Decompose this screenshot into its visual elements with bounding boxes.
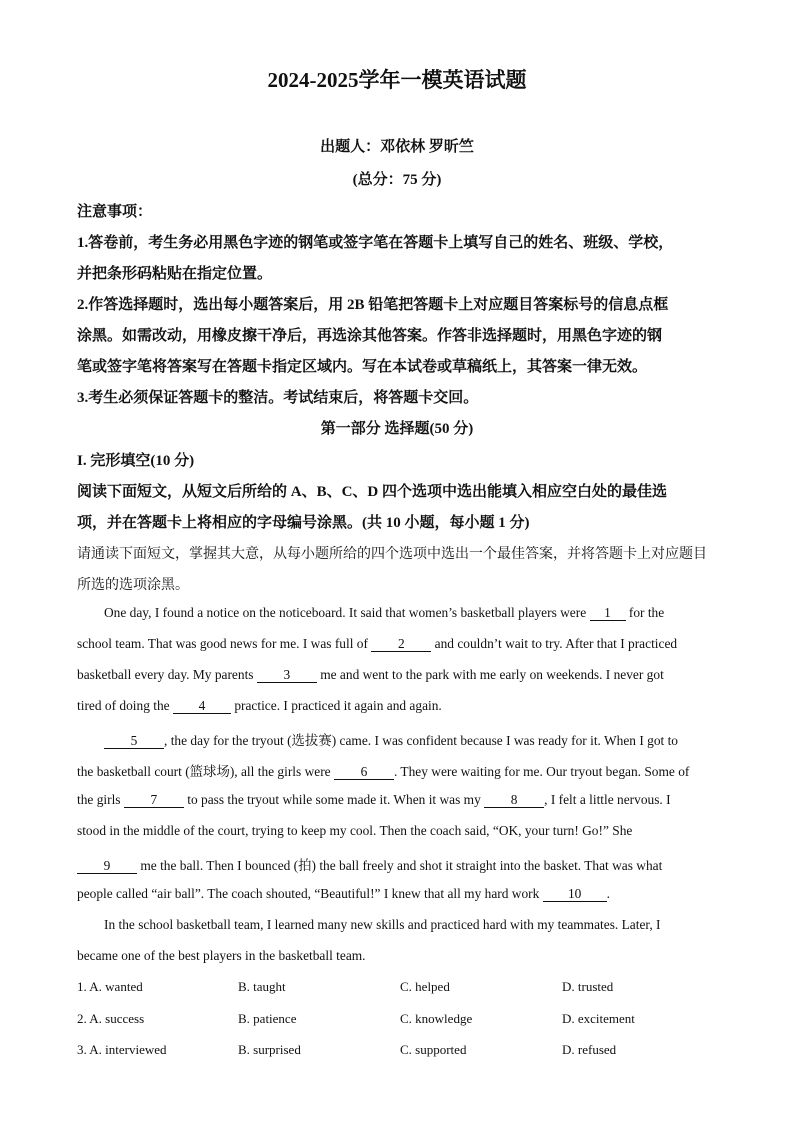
- passage-text: , I felt a little nervous. I: [544, 792, 671, 807]
- option-c: C. helped: [400, 979, 450, 994]
- option-d: D. excitement: [562, 1011, 635, 1026]
- passage-line: [104, 730, 678, 749]
- notice-line: 涂黑。如需改动，用橡皮擦干净后，再选涂其他答案。作答非选择题时，用黑色字迹的钢: [77, 328, 663, 344]
- passage-line: became one of the best players in the basketball team.: [77, 948, 366, 963]
- passage-line: [104, 605, 664, 621]
- passage-line: [77, 636, 677, 652]
- blank-6: 6: [334, 765, 394, 780]
- notice-line: 3.考生必须保证答题卡的整洁。考试结束后，将答题卡交回。: [77, 390, 479, 406]
- passage-text: practice. I practiced it again and again.: [234, 698, 442, 713]
- notice-line: 1.答卷前，考生务必用黑色字迹的钢笔或签字笔在答题卡上填写自己的姓名、班级、学校，: [77, 235, 674, 251]
- option-a: 1. A. wanted: [77, 979, 143, 994]
- sub-instruction: 所选的选项涂黑。: [77, 578, 189, 593]
- section-instruction: 阅读下面短文，从短文后所给的 A、B、C、D 四个选项中选出能填入相应空白处的最佳选: [77, 484, 668, 500]
- passage-line: [77, 855, 662, 874]
- notice-line: 并把条形码粘贴在指定位置。: [77, 266, 273, 282]
- passage-line: [77, 698, 442, 714]
- option-d: D. refused: [562, 1042, 617, 1057]
- option-a: 3. A. interviewed: [77, 1042, 167, 1057]
- passage-text: , the day for the tryout (选拔赛) came. I was confident because I was ready for it. When I got to: [164, 733, 679, 748]
- passage-line: stood in the middle of the court, trying to keep my cool. Then the coach said, “OK, your turn! Go!” She: [77, 823, 633, 838]
- total-score: (总分：75 分): [352, 172, 442, 188]
- part-title: 第一部分 选择题(50 分): [320, 421, 474, 437]
- page-title: 2024-2025学年一模英语试题: [267, 68, 527, 92]
- blank-4: 4: [173, 699, 231, 714]
- option-d: D. trusted: [562, 979, 614, 994]
- option-b: B. taught: [238, 979, 286, 994]
- passage-text: people called “air ball”. The coach shouted, “Beautiful!” I knew that all my hard work: [77, 886, 540, 901]
- blank-2: 2: [371, 637, 431, 652]
- passage-line: [77, 761, 689, 780]
- passage-line: [77, 886, 610, 902]
- passage-text: school team. That was good news for me. I was full of: [77, 636, 368, 651]
- notice-heading: 注意事项：: [77, 204, 153, 220]
- passage-text: for the: [628, 605, 665, 620]
- passage-text: me the ball. Then I bounced (拍) the ball freely and shot it straight into the basket. That was what: [140, 858, 663, 873]
- option-c: C. knowledge: [400, 1011, 473, 1026]
- passage-text: the girls: [77, 792, 121, 807]
- passage-text: me and went to the park with me early on weekends. I never got: [320, 667, 664, 682]
- passage-line: [77, 667, 664, 683]
- blank-7: 7: [124, 793, 184, 808]
- passage-text: tired of doing the: [77, 698, 170, 713]
- blank-10: 10: [543, 887, 607, 902]
- passage-text: . They were waiting for me. Our tryout began. Some of: [393, 764, 690, 779]
- section-heading: I. 完形填空(10 分): [77, 453, 195, 469]
- blank-5: 5: [104, 734, 164, 749]
- passage-text: and couldn’t wait to try. After that I practiced: [434, 636, 678, 651]
- option-a: 2. A. success: [77, 1011, 145, 1026]
- passage-text: basketball every day. My parents: [77, 667, 254, 682]
- notice-line: 2.作答选择题时，选出每小题答案后，用 2B 铅笔把答题卡上对应题目答案标号的信息点框: [77, 297, 669, 313]
- section-instruction: 项，并在答题卡上将相应的字母编号涂黑。(共 10 小题，每小题 1 分): [77, 515, 530, 531]
- option-b: B. surprised: [238, 1042, 301, 1057]
- option-b: B. patience: [238, 1011, 297, 1026]
- passage-text: One day, I found a notice on the noticeboard. It said that women’s basketball players were: [104, 605, 587, 620]
- blank-1: 1: [590, 606, 626, 621]
- notice-line: 笔或签字笔将答案写在答题卡指定区域内。写在本试卷或草稿纸上，其答案一律无效。: [77, 359, 648, 375]
- sub-instruction: 请通读下面短文，掌握其大意，从每小题所给的四个选项中选出一个最佳答案，并将答题卡上对应题目: [77, 547, 707, 562]
- blank-3: 3: [257, 668, 317, 683]
- passage-text: .: [606, 886, 611, 901]
- blank-9: 9: [77, 859, 137, 874]
- passage-line: In the school basketball team, I learned many new skills and practiced hard with my teammates. Later, I: [104, 917, 661, 932]
- passage-line: [77, 792, 671, 808]
- blank-8: 8: [484, 793, 544, 808]
- authors: 出题人：邓依林 罗昕竺: [320, 139, 474, 155]
- option-c: C. supported: [400, 1042, 467, 1057]
- passage-text: to pass the tryout while some made it. When it was my: [187, 792, 481, 807]
- passage-text: the basketball court (篮球场), all the girls were: [77, 764, 331, 779]
